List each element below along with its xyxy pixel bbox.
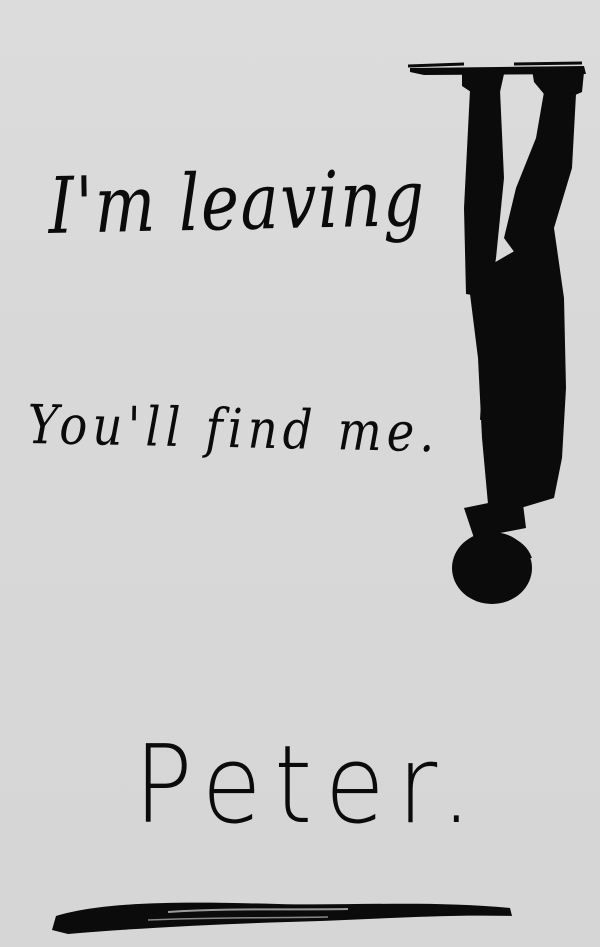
note-line-1: I'm leaving — [47, 153, 427, 252]
brush-underline-icon — [48, 890, 518, 940]
signature: Peter. — [134, 723, 485, 848]
hanging-figure-icon — [404, 58, 594, 618]
note-line-2: You'll find me. — [27, 393, 440, 465]
